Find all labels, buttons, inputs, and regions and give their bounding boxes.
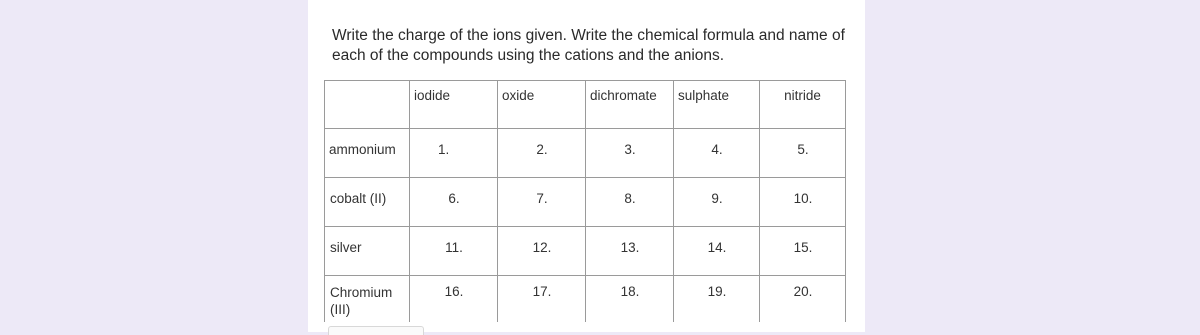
answer-cell[interactable]: 17. <box>498 276 586 322</box>
instructions-text: Write the charge of the ions given. Write the chemical formula and name of each of the compounds using the cations and the anions. <box>332 27 845 64</box>
answer-cell[interactable]: 16. <box>410 276 498 322</box>
worksheet-card <box>308 0 865 332</box>
bottom-tab-edge <box>328 326 424 335</box>
answer-cell[interactable]: 3. <box>586 129 674 178</box>
answer-cell[interactable]: 6. <box>410 178 498 227</box>
cation-label-cobalt-ii: cobalt (II) <box>325 178 410 227</box>
answer-cell[interactable]: 15. <box>760 227 846 276</box>
ion-compound-table <box>324 80 846 322</box>
table-row <box>325 129 846 178</box>
answer-cell[interactable]: 18. <box>586 276 674 322</box>
table-header-row <box>325 81 846 129</box>
answer-cell[interactable]: 8. <box>586 178 674 227</box>
table-row <box>325 178 846 227</box>
corner-cell <box>325 81 410 129</box>
anion-header-iodide: iodide <box>410 81 498 129</box>
answer-cell[interactable]: 2. <box>498 129 586 178</box>
answer-cell[interactable]: 11. <box>410 227 498 276</box>
answer-cell[interactable]: 12. <box>498 227 586 276</box>
answer-cell[interactable]: 5. <box>760 129 846 178</box>
anion-header-nitride: nitride <box>760 81 846 129</box>
cation-label-ammonium: ammonium <box>325 129 410 178</box>
answer-cell[interactable]: 1. <box>410 129 498 178</box>
answer-cell[interactable]: 9. <box>674 178 760 227</box>
answer-cell[interactable]: 13. <box>586 227 674 276</box>
answer-cell[interactable]: 20. <box>760 276 846 322</box>
answer-cell[interactable]: 19. <box>674 276 760 322</box>
answer-cell[interactable]: 14. <box>674 227 760 276</box>
anion-header-sulphate: sulphate <box>674 81 760 129</box>
answer-cell[interactable]: 4. <box>674 129 760 178</box>
anion-header-dichromate: dichromate <box>586 81 674 129</box>
table-row <box>325 227 846 276</box>
anion-header-oxide: oxide <box>498 81 586 129</box>
cation-label-silver: silver <box>325 227 410 276</box>
answer-cell[interactable]: 7. <box>498 178 586 227</box>
table-row <box>325 276 846 322</box>
answer-cell[interactable]: 10. <box>760 178 846 227</box>
cation-label-chromium-iii: Chromium (III) <box>325 276 410 322</box>
